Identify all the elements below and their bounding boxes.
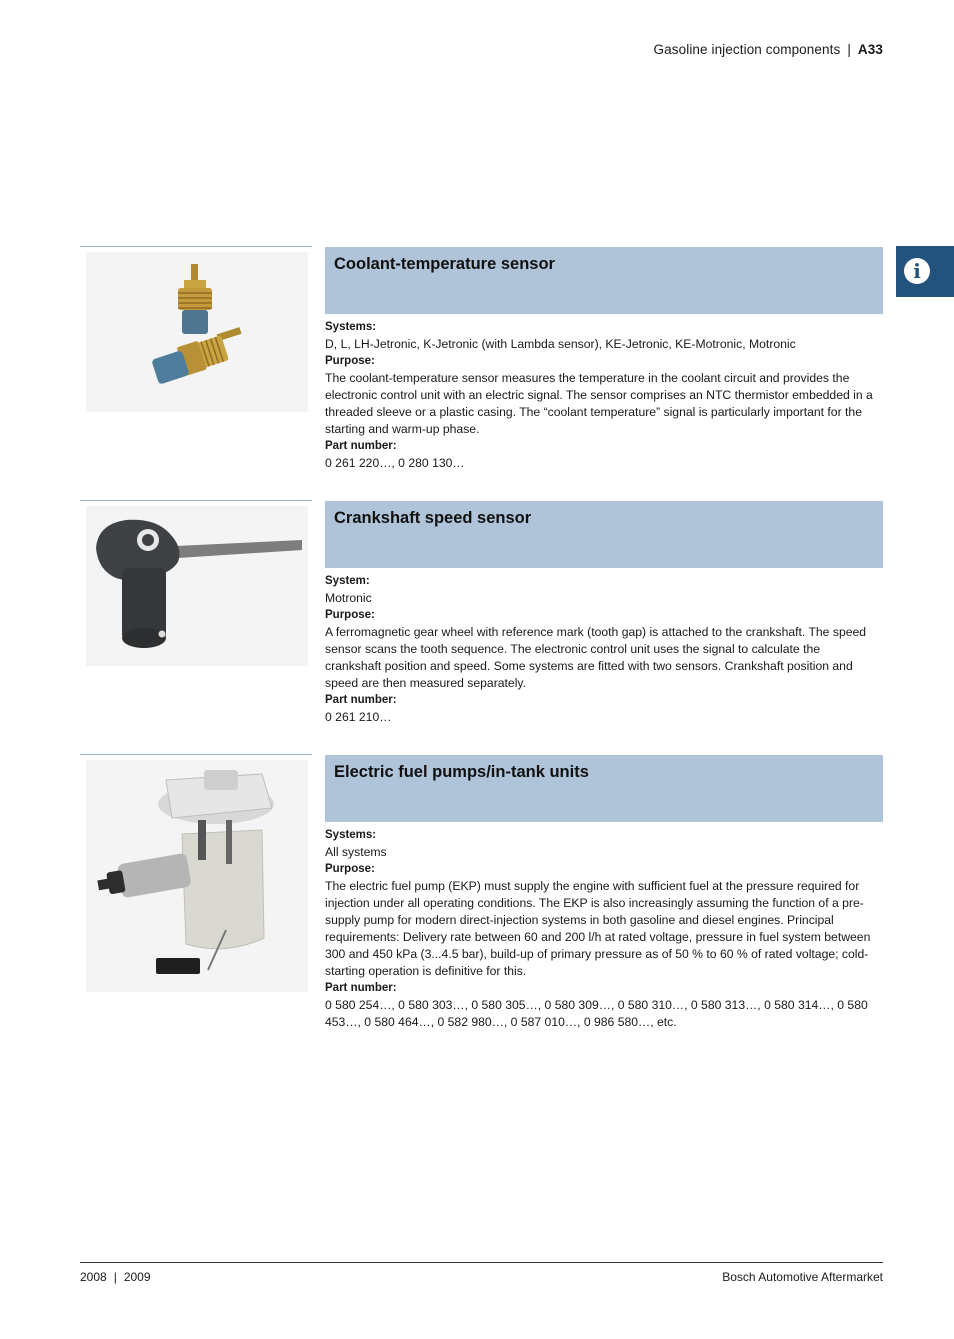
systems-label: System:	[325, 575, 370, 587]
purpose-text: The coolant-temperature sensor measures the temperature in the coolant circuit and provides the electronic control unit with an electric signal. The sensor comprises an NTC thermistor embedded in a threaded sleeve or a plastic casing. The “coolant temperature” signal is particularly important for the starting and warm-up phase.	[325, 371, 873, 436]
systems-text: D, L, LH-Jetronic, K-Jetronic (with Lambda sensor), KE-Jetronic, KE-Motronic, Motronic	[325, 337, 796, 351]
purpose-label: Purpose:	[325, 355, 375, 367]
purpose-label: Purpose:	[325, 609, 375, 621]
part-numbers: 0 261 210…	[325, 710, 392, 724]
section-title-band	[325, 247, 883, 314]
section-body	[325, 827, 873, 1031]
purpose-text: A ferromagnetic gear wheel with reference mark (tooth gap) is attached to the crankshaft. The speed sensor scans the tooth sequence. The electronic control unit uses the signal to calculate the crankshaft position and speed. Some systems are fitted with two sensors. Crankshaft position and speed are then measured separately.	[325, 625, 867, 690]
section-title: Electric fuel pumps/in-tank units	[334, 763, 589, 781]
systems-text: Motronic	[325, 591, 372, 605]
info-tab[interactable]	[896, 246, 954, 297]
coolant-temperature-sensor-photo	[86, 252, 308, 412]
section-rule	[80, 500, 312, 501]
product-section-coolant-temperature-sensor	[80, 246, 883, 476]
product-section-electric-fuel-pumps	[80, 754, 883, 1044]
crankshaft-speed-sensor-photo	[86, 506, 308, 666]
part-number-label: Part number:	[325, 694, 397, 706]
info-icon-glyph: i	[913, 259, 921, 283]
section-rule	[80, 246, 312, 247]
systems-text: All systems	[325, 845, 387, 859]
part-number-label: Part number:	[325, 982, 397, 994]
systems-label: Systems:	[325, 829, 377, 841]
part-number-label: Part number:	[325, 440, 397, 452]
section-body	[325, 319, 873, 472]
section-body	[325, 573, 873, 726]
footer-year-a: 2008	[80, 1270, 107, 1284]
section-rule	[80, 754, 312, 755]
footer-separator: |	[113, 1270, 117, 1284]
electric-fuel-pump-in-tank-unit-photo	[86, 760, 308, 992]
header-title: Gasoline injection components	[653, 42, 841, 57]
footer-years	[80, 1270, 151, 1284]
page-number: A33	[857, 42, 883, 57]
info-icon	[904, 258, 930, 284]
section-title-band	[325, 501, 883, 568]
running-header	[654, 42, 883, 57]
header-separator: |	[847, 42, 851, 57]
part-numbers: 0 261 220…, 0 280 130…	[325, 456, 465, 470]
product-section-crankshaft-speed-sensor	[80, 500, 883, 730]
purpose-label: Purpose:	[325, 863, 375, 875]
section-title: Coolant-temperature sensor	[334, 255, 555, 273]
footer-brand: Bosch Automotive Aftermarket	[722, 1270, 883, 1284]
systems-label: Systems:	[325, 321, 377, 333]
section-title: Crankshaft speed sensor	[334, 509, 532, 527]
footer-rule	[80, 1262, 883, 1263]
purpose-text: The electric fuel pump (EKP) must supply the engine with sufficient fuel at the pressure required for injection under all operating conditions. The EKP is also increasingly assuming the function of a pre-supply pump for modern direct-injection systems in both gasoline and diesel engines. Principal requirements: Delivery rate between 60 and 200 l/h at rated voltage, pressure in fuel system between 300 and 450 kPa (3...4.5 bar), build-up of primary pressure as of 50 % to 60 % of rated voltage; cold-starting operation is definitive for this.	[325, 879, 871, 978]
section-title-band	[325, 755, 883, 822]
part-numbers: 0 580 254…, 0 580 303…, 0 580 305…, 0 580 309…, 0 580 310…, 0 580 313…, 0 580 314…, 0 580 453…, 0 580 464…, 0 582 980…, 0 587 010…, 0 986 580…, etc.	[325, 998, 868, 1029]
footer-year-b: 2009	[123, 1270, 151, 1284]
